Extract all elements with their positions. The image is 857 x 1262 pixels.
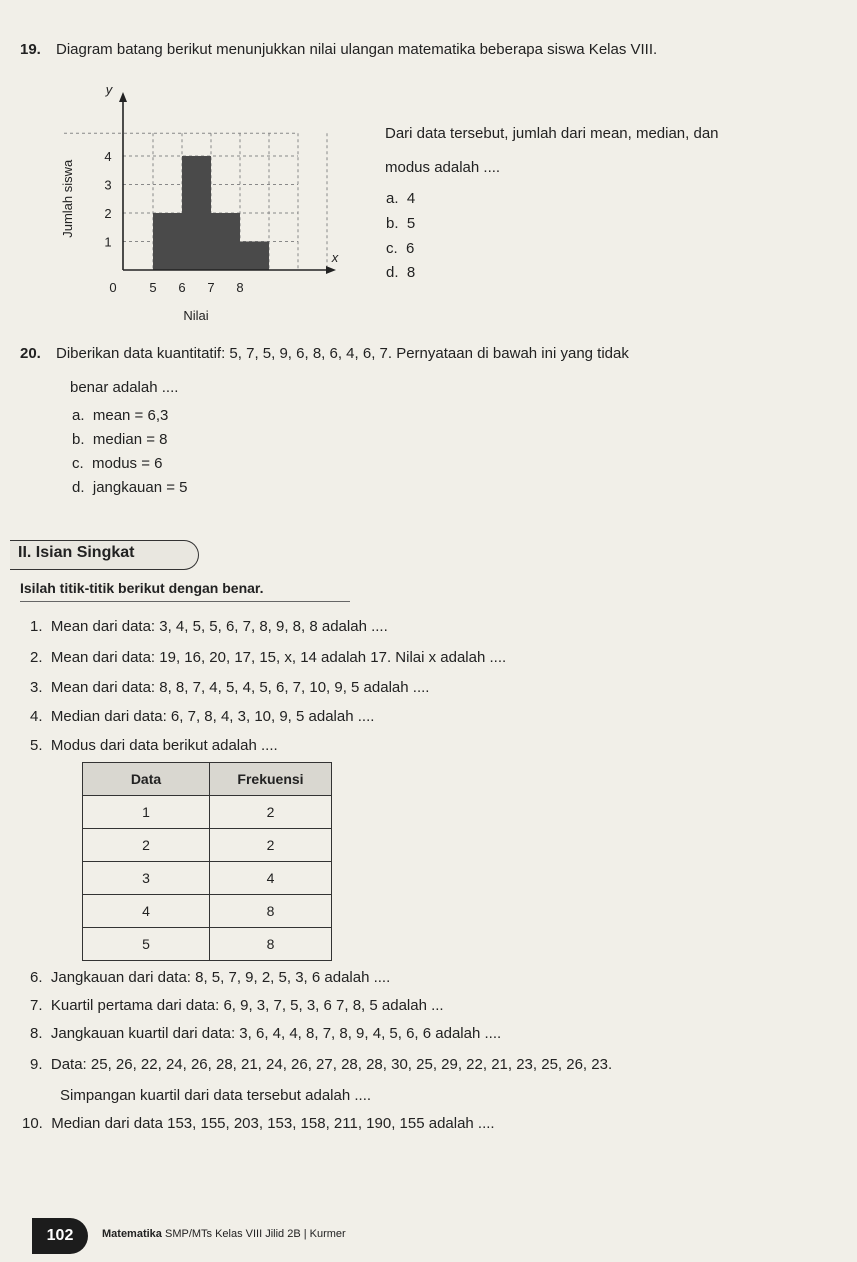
x-tick-label: 6 [178,280,186,295]
y-tick-label: 1 [104,234,112,250]
x-axis-arrow [326,266,336,274]
y-axis-name: y [105,82,113,97]
isian-item: 1. Mean dari data: 3, 4, 5, 5, 6, 7, 8, 9, 8, 8 adalah .... [30,618,388,635]
section-instruction: Isilah titik-titik berikut dengan benar. [20,580,264,596]
q19-number: 19. [20,41,41,58]
isian-item: 2. Mean dari data: 19, 16, 20, 17, 15, x, 14 adalah 17. Nilai x adalah .... [30,649,507,666]
isian-item: 6. Jangkauan dari data: 8, 5, 7, 9, 2, 5, 3, 6 adalah .... [30,969,391,986]
isian-item: 4. Median dari data: 6, 7, 8, 4, 3, 10, 9, 5 adalah .... [30,708,375,725]
q20-option-d[interactable]: d. jangkauan = 5 [72,479,188,496]
table-row [83,829,332,862]
table-cell: 4 [83,895,210,928]
table-cell: 2 [210,796,332,829]
table-header: Frekuensi [210,763,332,796]
table-row [83,928,332,961]
q19-option-c[interactable]: c. 6 [386,240,415,257]
isian-item: 8. Jangkauan kuartil dari data: 3, 6, 4, 4, 8, 7, 8, 9, 4, 5, 6, 6 adalah .... [30,1025,502,1042]
frequency-table [82,762,332,961]
y-tick-label: 3 [104,177,112,193]
x-axis-name: x [331,250,339,265]
table-cell: 1 [83,796,210,829]
q19-option-b[interactable]: b. 5 [386,215,416,232]
x-tick-label: 5 [149,280,157,295]
q19-option-d[interactable]: d. 8 [386,264,416,281]
q20-option-b[interactable]: b. median = 8 [72,431,168,448]
table-row [83,895,332,928]
table-header: Data [83,763,210,796]
x-axis-label: Nilai [183,308,209,323]
table-cell: 8 [210,928,332,961]
bar-5 [153,213,182,270]
origin-label: 0 [109,280,117,295]
isian-item: 10. Median dari data 153, 155, 203, 153, 158, 211, 190, 155 adalah .... [22,1115,495,1132]
q20-text-1: Diberikan data kuantitatif: 5, 7, 5, 9, 6, 8, 6, 4, 6, 7. Pernyataan di bawah ini yang tidak [56,345,629,362]
q20-text-2: benar adalah .... [70,379,179,396]
isian-item: 5. Modus dari data berikut adalah .... [30,737,278,754]
x-tick-label: 7 [207,280,215,295]
q20-option-a[interactable]: a. mean = 6,3 [72,407,169,424]
q20-option-c[interactable]: c. modus = 6 [72,455,163,472]
bar-8 [240,242,269,271]
table-cell: 2 [83,829,210,862]
q19-option-a[interactable]: a. 4 [386,190,416,207]
bar-chart [50,78,350,338]
table-header-row [83,763,332,796]
y-axis-label: Jumlah siswa [60,159,75,238]
footer-text: Matematika SMP/MTs Kelas VIII Jilid 2B | Kurmer [102,1228,346,1240]
table-row [83,862,332,895]
q19-side-text-2: modus adalah .... [385,159,501,176]
table-cell: 4 [210,862,332,895]
y-axis-arrow [119,92,127,102]
q19-text: Diagram batang berikut menunjukkan nilai ulangan matematika beberapa siswa Kelas VIII. [56,41,658,58]
y-tick-label: 4 [104,149,112,164]
isian-item: 7. Kuartil pertama dari data: 6, 9, 3, 7, 5, 3, 6 7, 8, 5 adalah ... [30,997,444,1014]
isian-item: 9. Data: 25, 26, 22, 24, 26, 28, 21, 24, 26, 27, 28, 28, 30, 25, 29, 22, 21, 23, 25, 26, 23. [30,1056,613,1073]
page-number: 102 [32,1218,88,1254]
isian-item: 3. Mean dari data: 8, 8, 7, 4, 5, 4, 5, 6, 7, 10, 9, 5 adalah .... [30,679,430,696]
q19-side-text-1: Dari data tersebut, jumlah dari mean, median, dan [385,125,719,142]
bar-7 [211,213,240,270]
table-cell: 8 [210,895,332,928]
y-tick-label: 2 [104,206,112,221]
table-cell: 5 [83,928,210,961]
bar-6 [182,156,211,270]
instruction-divider [20,601,350,602]
q20-number: 20. [20,345,41,362]
table-cell: 3 [83,862,210,895]
table-cell: 2 [210,829,332,862]
isian-item-continuation: Simpangan kuartil dari data tersebut adalah .... [60,1087,372,1104]
section-title: II. Isian Singkat [18,544,135,561]
table-row [83,796,332,829]
x-tick-label: 8 [236,280,244,295]
